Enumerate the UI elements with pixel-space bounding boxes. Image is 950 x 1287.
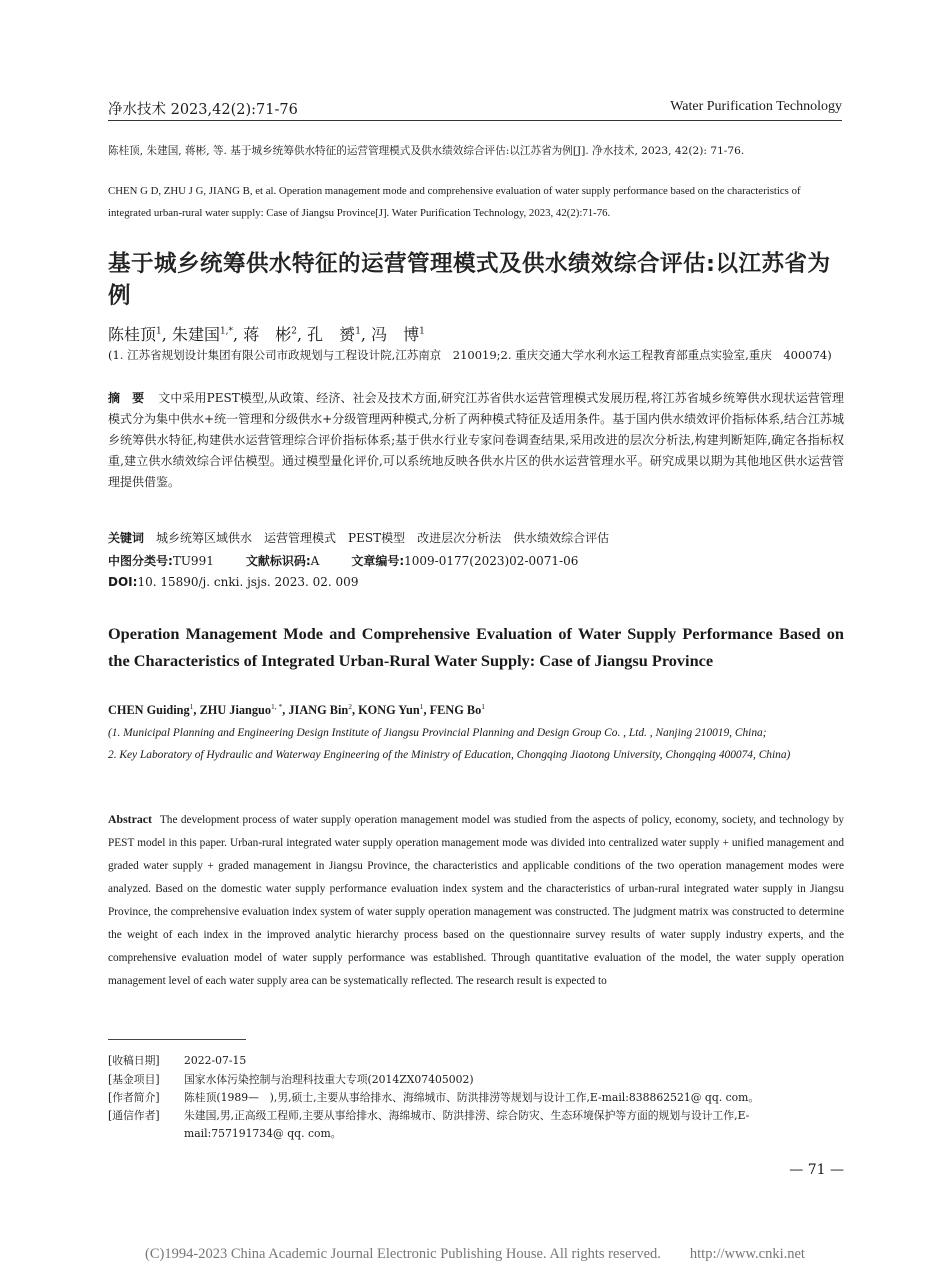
author-sup: 1 [156,326,162,337]
correspondence-label: [通信作者] [108,1109,160,1122]
author-sep: , [423,703,430,718]
author-sep: , [351,703,359,718]
footnote-correspondence [108,1107,848,1143]
page-header [108,96,842,121]
author-en: JIANG Bin [288,703,349,718]
author-cn: 冯 博 [371,325,420,344]
received-value: 2022-07-15 [184,1054,247,1067]
author-sup: 2 [348,702,352,711]
affiliation-en-line-1: (1. Municipal Planning and Engineering Design Institute of Jiangsu Provincial Planning and Design Group Co. , Ltd. , Nanjing 210019, China; [108,727,767,739]
journal-name-cn: 净水技术 2023,42(2):71-76 [108,102,298,118]
doi-label: DOI: [108,575,138,589]
fund-label: [基金项目] [108,1073,160,1086]
author-sep: , [296,325,303,344]
author-en: KONG Yun [358,703,420,718]
author-sup: 1 [189,702,194,711]
affiliation-en-line-2: 2. Key Laboratory of Hydraulic and Waterway Engineering of the Ministry of Education, Chongqing Jiaotong University, Chongqing 400074, China) [108,749,791,761]
author-sup: 1 [481,702,485,711]
clc-label: 中图分类号: [108,554,173,568]
authors-cn [108,322,425,345]
author-sep: , [233,325,239,344]
keywords-text: 城乡统筹区域供水 运营管理模式 PEST模型 改进层次分析法 供水绩效综合评估 [156,531,610,545]
author-cn: 陈桂顶 [108,325,157,344]
author-cn: 蒋 彬 [243,325,292,344]
abstract-cn-label: 摘 要 [108,391,145,405]
doi-line [108,575,358,589]
author-sep: , [193,703,200,718]
title-cn: 基于城乡统筹供水特征的运营管理模式及供水绩效综合评估:以江苏省为例 [108,251,831,309]
author-cn: 朱建国 [171,325,220,344]
keywords [108,529,609,546]
author-sup: 1 [419,326,425,337]
clc-value: TU991 [172,554,214,568]
article-number-label: 文章编号: [351,554,405,568]
correspondence-value: 朱建国,男,正高级工程师,主要从事给排水、海绵城市、防洪排涝、综合防灾、生态环境保护等方面的规划与设计工作,E-mail:757191734@ qq. com。 [184,1109,750,1140]
doi-value: 10. 15890/j. cnki. jsjs. 2023. 02. 009 [137,575,359,589]
author-en: CHEN Guiding [108,703,190,718]
author-sep: , [282,703,289,718]
title-en: Operation Management Mode and Comprehensive Evaluation of Water Supply Performance Based on the Characteristics of Integrated Urban-Rural Water Supply: Case of Jiangsu Province [108,624,844,670]
doc-code-label: 文献标识码: [245,554,311,568]
affiliation-cn: (1. 江苏省规划设计集团有限公司市政规划与工程设计院,江苏南京 210019;2. 重庆交通大学水利水运工程教育部重点实验室,重庆 400074) [108,348,832,362]
abstract-en-label: Abstract [108,812,152,826]
journal-name-en: Water Purification Technology [670,99,842,114]
author-sep: , [360,325,367,344]
author-en: FENG Bo [429,703,482,718]
author-sup: 1 [355,326,361,337]
author-bio-value: 陈桂顶(1989— ),男,硕士,主要从事给排水、海绵城市、防洪排涝等规划与设计工作,E-mail:838862521@ qq. com。 [184,1091,760,1104]
received-label: [收稿日期] [108,1054,160,1067]
authors-en [108,702,485,718]
footnote-author [108,1089,848,1107]
keywords-label: 关键词 [108,531,145,545]
fund-value: 国家水体污染控制与治理科技重大专项(2014ZX07405002) [184,1073,474,1086]
author-sup: 1,* [219,326,234,337]
article-number-value: 1009-0177(2023)02-0071-06 [404,554,579,568]
abstract-en-text: The development process of water supply operation management model was studied from the aspects of policy, economy, society, and technology by PEST model in this paper. Urban-rural integrated water supply operation management mode was divided into centralized water supply + unified management and graded water supply + graded management in Jiangsu Province, the characteristics and applicable conditions of the two operation management modes were analyzed. Based on the domestic water supply performance evaluation index system and the characteristics of urban-rural integrated water supply in Jiangsu Province, the comprehensive evaluation index system of water supply operation management was constructed. The judgment matrix was constructed to determine the weight of each index in the improved analytic hierarchy process based on the questionnaire survey results of water supply industry experts, and the comprehensive evaluation model of water supply performance was established. Through quantitative evaluation of the model, the water supply operation management level of each water supply area can be systematically reflected. The research result is expected to [108,814,844,987]
footnote-divider [108,1039,246,1040]
doc-code-value: A [310,554,320,568]
footnote-fund [108,1071,848,1089]
author-cn: 孔 赟 [307,325,356,344]
citation-cn: 陈桂顶, 朱建国, 蒋彬, 等. 基于城乡统筹供水特征的运营管理模式及供水绩效综合评估:以江苏省为例[J]. 净水技术, 2023, 42(2): 71-76. [108,145,745,157]
author-en: ZHU Jianguo [199,703,271,718]
author-sup: 1 [419,702,424,711]
classification [108,552,578,569]
author-sup: 1, * [271,702,283,711]
copyright-watermark: (C)1994-2023 China Academic Journal Electronic Publishing House. All rights reserved. http://www.cnki.net [145,1246,805,1262]
citation-en: CHEN G D, ZHU J G, JIANG B, et al. Operation management mode and comprehensive evaluation of water supply performance based on the characteristics of integrated urban-rural water supply: Case of Jiangsu Province[J]. Water Purification Technology, 2023, 42(2):71-76. [108,185,801,219]
abstract-en [108,808,844,1038]
author-bio-label: [作者简介] [108,1091,160,1104]
abstract-cn [108,388,844,493]
page-number: — 71 — [789,1162,844,1178]
footnote-received [108,1052,848,1070]
author-sup: 2 [291,326,297,337]
author-sep: , [161,325,167,344]
abstract-cn-text: 文中采用PEST模型,从政策、经济、社会及技术方面,研究江苏省供水运营管理模式发展历程,将江苏省城乡统筹供水现状运营管理模式分为集中供水+统一管理和分级供水+分级管理两种模式,分析了两种模式特征及适用条件。基于国内供水绩效评价指标体系,结合江苏城乡统筹供水特征,构建供水运营管理综合评价指标体系;基于供水行业专家问卷调查结果,采用改进的层次分析法,构建判断矩阵,确定各指标权重,建立供水绩效综合评估模型。通过模型量化评价,可以系统地反映各供水片区的供水运营管理水平。研究成果以期为其他地区供水运营管理提供借鉴。 [108,391,844,489]
affiliation-en [108,722,844,766]
